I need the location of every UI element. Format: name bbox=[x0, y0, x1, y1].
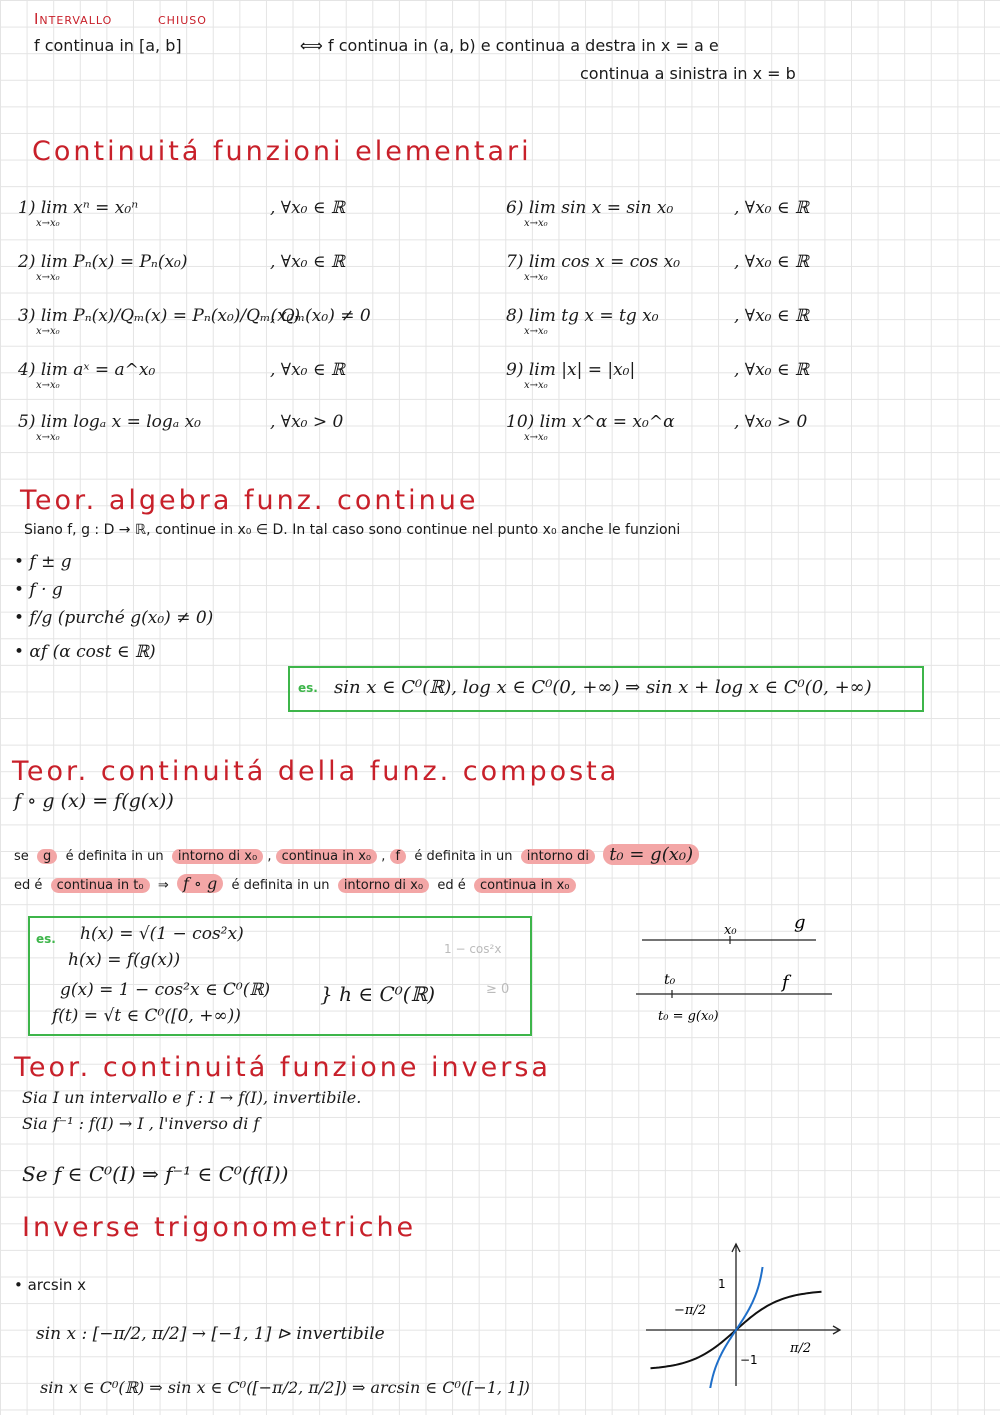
c1-intorno2: intorno di bbox=[521, 849, 595, 864]
trig-bullet-arcsin: • arcsin x bbox=[14, 1276, 87, 1294]
c1-f: f bbox=[390, 849, 407, 864]
c2-definita: é definita in un bbox=[231, 878, 330, 893]
algebra-intro: Siano f, g : D → ℝ, continue in x₀ ∈ D. In tal caso sono continue nel punto x₀ anche le funzioni bbox=[24, 522, 681, 538]
composite-line2 bbox=[14, 874, 576, 893]
limit-number: 9) bbox=[506, 360, 529, 380]
algebra-example-text: sin x ∈ C⁰(ℝ), log x ∈ C⁰(0, +∞) ⇒ sin x + log x ∈ C⁰(0, +∞) bbox=[334, 677, 872, 698]
composite-example-tag: es. bbox=[36, 932, 56, 946]
composite-title: Teor. continuitá della funz. composta bbox=[12, 756, 620, 787]
composite-example-box bbox=[28, 916, 532, 1036]
diagram-x0-label: x₀ bbox=[724, 923, 737, 938]
trig-line2: sin x ∈ C⁰(ℝ) ⇒ sin x ∈ C⁰([−π/2, π/2]) ⇒ arcsin ∈ C⁰([−1, 1]) bbox=[40, 1378, 530, 1397]
limit-row bbox=[18, 198, 139, 229]
limit-row bbox=[506, 306, 659, 337]
limit-expression: lim x^α = x₀^α bbox=[539, 412, 675, 432]
limit-row bbox=[506, 198, 674, 229]
composite-es-line4: f(t) = √t ∈ C⁰([0, +∞)) bbox=[52, 1006, 241, 1026]
limit-number: 4) bbox=[18, 360, 41, 380]
algebra-item-scalar: • αf (α cost ∈ ℝ) bbox=[14, 642, 156, 662]
c1-intorno: intorno di x₀ bbox=[172, 849, 263, 864]
algebra-title: Teor. algebra funz. continue bbox=[20, 485, 479, 516]
algebra-item-sum: • f ± g bbox=[14, 552, 72, 572]
limit-subscript: x→x₀ bbox=[36, 272, 60, 283]
trig-line1: sin x : [−π/2, π/2] → [−1, 1] ⊳ invertibile bbox=[36, 1324, 385, 1344]
graph-label-pi2: π/2 bbox=[790, 1341, 812, 1356]
interval-title-right: chiuso bbox=[158, 10, 207, 28]
limit-number: 6) bbox=[506, 198, 529, 218]
limit-expression: lim Pₙ(x)/Qₘ(x) = Pₙ(x₀)/Qₘ(x₀) bbox=[40, 306, 301, 326]
inverse-line2: Sia f⁻¹ : f(I) → I , l'inverso di f bbox=[22, 1114, 260, 1133]
algebra-item-quotient: • f/g (purché g(x₀) ≠ 0) bbox=[14, 608, 214, 628]
limit-subscript: x→x₀ bbox=[524, 326, 548, 337]
limit-subscript: x→x₀ bbox=[36, 218, 60, 229]
limit-expression: lim logₐ x = logₐ x₀ bbox=[40, 412, 201, 432]
elementary-title: Continuitá funzioni elementari bbox=[32, 136, 532, 167]
limit-number: 10) bbox=[506, 412, 540, 432]
limit-subscript: x→x₀ bbox=[36, 326, 60, 337]
limit-subscript: x→x₀ bbox=[524, 272, 548, 283]
limit-row bbox=[18, 306, 301, 337]
trig-title: Inverse trigonometriche bbox=[22, 1212, 417, 1243]
limit-row bbox=[506, 412, 675, 443]
limit-number: 1) bbox=[18, 198, 41, 218]
c1-comma1: , bbox=[267, 849, 272, 864]
limit-subscript: x→x₀ bbox=[524, 218, 548, 229]
composite-es-result: } h ∈ C⁰(ℝ) bbox=[320, 982, 436, 1006]
limit-number: 5) bbox=[18, 412, 41, 432]
limit-condition: , ∀x₀ ∈ ℝ bbox=[270, 252, 345, 272]
diagram-t0-label: t₀ bbox=[664, 972, 676, 988]
limit-row bbox=[506, 252, 681, 283]
diagram-f-label: f bbox=[782, 972, 789, 993]
c1-comma2: , bbox=[381, 849, 386, 864]
c1-t0: t₀ = g(x₀) bbox=[603, 844, 699, 865]
limit-condition: , ∀x₀ ∈ ℝ bbox=[734, 360, 809, 380]
interval-title-left: Intervallo bbox=[34, 10, 113, 28]
algebra-item-product: • f · g bbox=[14, 580, 63, 600]
limit-expression: lim sin x = sin x₀ bbox=[528, 198, 674, 218]
c2-intorno: intorno di x₀ bbox=[338, 878, 429, 893]
algebra-example-tag: es. bbox=[298, 681, 318, 695]
interval-line2: continua a sinistra in x = b bbox=[580, 64, 796, 83]
c1-se: se bbox=[14, 849, 29, 864]
limit-row bbox=[506, 360, 636, 391]
composite-definition: f ∘ g (x) = f(g(x)) bbox=[14, 790, 174, 812]
limit-number: 3) bbox=[18, 306, 41, 326]
composite-diagram bbox=[630, 910, 840, 1030]
limit-expression: lim xⁿ = x₀ⁿ bbox=[40, 198, 139, 218]
graph-label-1: 1 bbox=[718, 1277, 726, 1291]
inverse-title: Teor. continuitá funzione inversa bbox=[14, 1052, 551, 1083]
composite-es-line2: h(x) = f(g(x)) bbox=[68, 950, 181, 970]
c2-continua: continua in t₀ bbox=[51, 878, 150, 893]
limit-number: 8) bbox=[506, 306, 529, 326]
limit-number: 2) bbox=[18, 252, 41, 272]
limit-row bbox=[18, 412, 201, 443]
limit-condition: , ∀x₀ > 0 bbox=[734, 412, 808, 432]
c2-fog: f ∘ g bbox=[177, 874, 223, 893]
limit-subscript: x→x₀ bbox=[36, 432, 60, 443]
inverse-line3: Se f ∈ C⁰(I) ⇒ f⁻¹ ∈ C⁰(f(I)) bbox=[22, 1162, 289, 1186]
limit-condition: , ∀x₀ ∈ ℝ bbox=[734, 252, 809, 272]
c1-definita2: é definita in un bbox=[414, 849, 513, 864]
c1-g: g bbox=[37, 849, 57, 864]
limit-condition: , Qₘ(x₀) ≠ 0 bbox=[270, 306, 371, 326]
limit-subscript: x→x₀ bbox=[36, 380, 60, 391]
limit-condition: , ∀x₀ ∈ ℝ bbox=[734, 306, 809, 326]
limit-expression: lim |x| = |x₀| bbox=[528, 360, 636, 380]
algebra-example-box bbox=[288, 666, 924, 712]
composite-es-note2: ≥ 0 bbox=[486, 982, 510, 997]
limit-expression: lim aˣ = a^x₀ bbox=[40, 360, 156, 380]
limit-subscript: x→x₀ bbox=[524, 432, 548, 443]
c2-implies: ⇒ bbox=[157, 878, 169, 893]
limit-subscript: x→x₀ bbox=[524, 380, 548, 391]
limit-condition: , ∀x₀ ∈ ℝ bbox=[270, 198, 345, 218]
interval-line1-b: ⟺ f continua in (a, b) e continua a destra in x = a e bbox=[300, 36, 719, 55]
limit-row bbox=[18, 252, 188, 283]
limit-expression: lim cos x = cos x₀ bbox=[528, 252, 681, 272]
c1-definita: é definita in un bbox=[65, 849, 164, 864]
composite-es-line1: h(x) = √(1 − cos²x) bbox=[80, 924, 244, 944]
interval-line1-a: f continua in [a, b] bbox=[34, 36, 182, 55]
c2-continua2: continua in x₀ bbox=[474, 878, 576, 893]
c2-ed2: ed é bbox=[437, 878, 466, 893]
limit-number: 7) bbox=[506, 252, 529, 272]
limit-condition: , ∀x₀ ∈ ℝ bbox=[734, 198, 809, 218]
limit-condition: , ∀x₀ > 0 bbox=[270, 412, 344, 432]
limit-expression: lim Pₙ(x) = Pₙ(x₀) bbox=[40, 252, 188, 272]
composite-line1 bbox=[14, 844, 699, 865]
limit-row bbox=[18, 360, 156, 391]
graph-label-neg-pi2: −π/2 bbox=[674, 1303, 707, 1318]
graph-label-minus-1: −1 bbox=[740, 1353, 758, 1367]
composite-es-line3: g(x) = 1 − cos²x ∈ C⁰(ℝ) bbox=[60, 980, 271, 1000]
limit-condition: , ∀x₀ ∈ ℝ bbox=[270, 360, 345, 380]
c2-ed: ed é bbox=[14, 878, 43, 893]
arcsin-graph bbox=[640, 1238, 850, 1388]
diagram-g-label: g bbox=[794, 912, 806, 933]
inverse-line1: Sia I un intervallo e f : I → f(I), invertibile. bbox=[22, 1088, 362, 1107]
composite-es-note1: 1 − cos²x bbox=[444, 942, 502, 956]
diagram-t0eq-label: t₀ = g(x₀) bbox=[658, 1009, 719, 1024]
c1-continua: continua in x₀ bbox=[276, 849, 378, 864]
limit-expression: lim tg x = tg x₀ bbox=[528, 306, 659, 326]
